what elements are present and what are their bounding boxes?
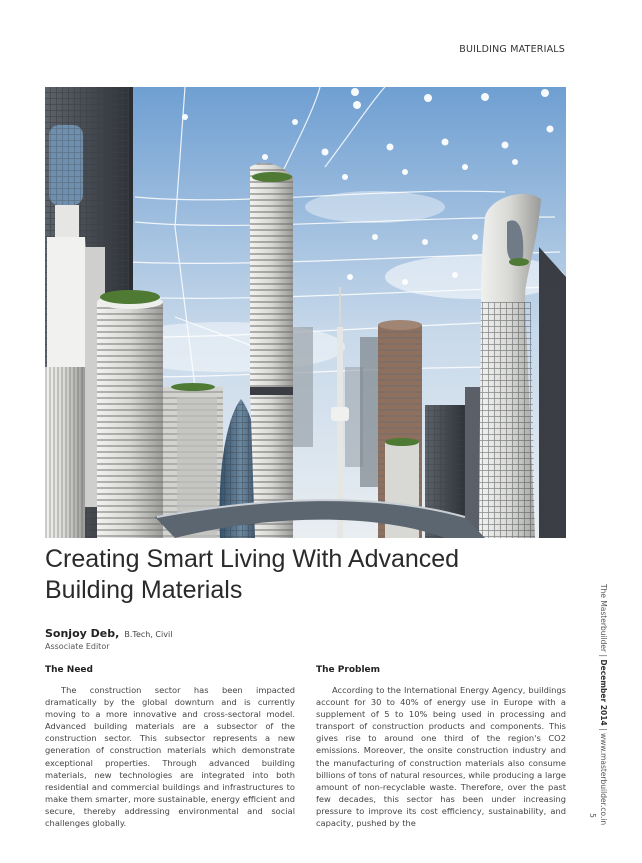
column-the-need — [45, 665, 295, 829]
separator: | — [599, 652, 608, 660]
author-block — [45, 622, 172, 651]
hero-image-futuristic-city — [45, 87, 566, 538]
author-name: Sonjoy Deb, — [45, 627, 120, 640]
publication-name: The Masterbuilder — [599, 584, 608, 653]
publication-sidebar — [596, 584, 608, 824]
author-role: Associate Editor — [45, 642, 110, 651]
section-body: According to the International Energy Agency, buildings account for 30 to 40% of energy use in Europe with a supplement of 5 to 10% being used in processing and transport of construction products and components. This gives rise to around one third of the region's CO2 emissions. Moreover, the onsite construction industry and the manufacturing of construction materials also consume billions of tons of natural resources, while producing a large amount of non-recyclable waste. Therefore, over the past few decades, this sector has been under increasing pressure to improve its cost efficiency, sustainability, and capacity, pushed by the — [316, 685, 566, 829]
issue-date: December 2014 — [599, 659, 608, 726]
author-credentials: B.Tech, Civil — [124, 630, 173, 639]
page-number: 5 — [587, 813, 597, 818]
article-title: Creating Smart Living With Advanced Building Materials — [45, 545, 460, 604]
publication-line — [599, 584, 608, 825]
section-heading: The Problem — [316, 665, 381, 675]
column-the-problem — [316, 665, 566, 829]
website-link[interactable]: www.masterbuilder.co.in — [599, 733, 608, 826]
section-label: BUILDING MATERIALS — [459, 44, 565, 55]
section-body: The construction sector has been impacted dramatically by the global downturn and is currently moving to a more innovative and cross-sectoral model. Advanced building materials are a subsector of the construction sector. This subsector represents a new generation of construction materials which demonstrate exceptional properties. Through advanced building materials, new technologies are integrated into both residential and commercial buildings and infrastructures to make them smarter, more sustainable, energy efficient and secure, thereby addressing environmental and social challenges globally. — [45, 685, 295, 829]
section-heading: The Need — [45, 665, 93, 675]
separator: | — [599, 725, 608, 733]
